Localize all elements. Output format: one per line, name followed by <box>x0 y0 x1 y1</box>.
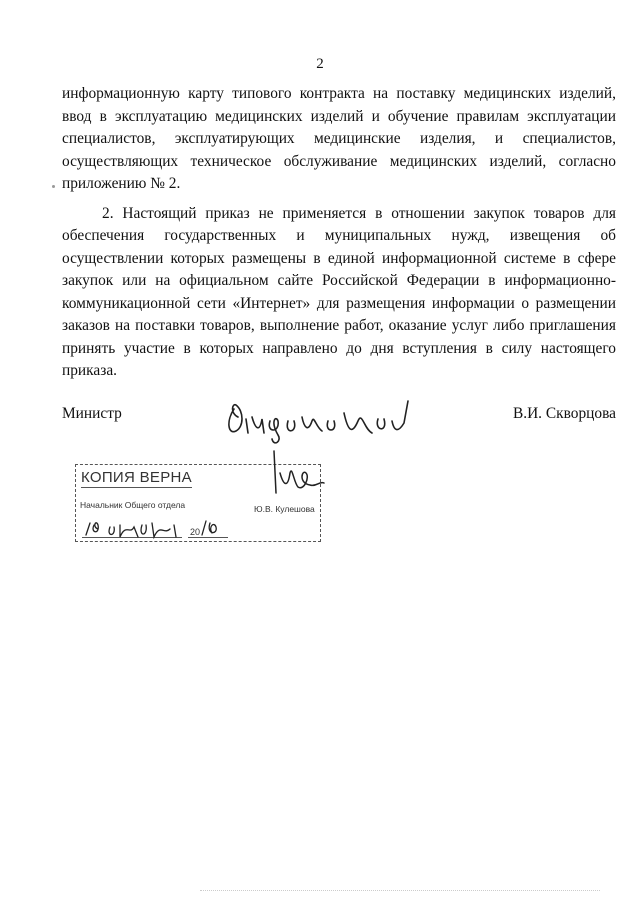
page-number: 2 <box>316 56 324 72</box>
stamp-title: КОПИЯ ВЕРНА <box>81 469 192 486</box>
certified-copy-stamp <box>75 464 321 542</box>
body-text <box>62 83 616 383</box>
stamp-initials: Ю.В. Кулешова <box>254 504 315 514</box>
stamp-year-printed: 20 <box>190 527 201 537</box>
signature-block <box>62 405 616 445</box>
signatory-title: Министр <box>62 405 122 422</box>
handwritten-signature <box>222 391 422 451</box>
stamp-handwritten-date <box>76 505 320 541</box>
stamp-position: Начальник Общего отдела <box>80 500 186 510</box>
paragraph-1: информационную карту типового контракта на поставку медицинских изделий, ввод в эксплуатацию медицинских изделий и обучение правилам эксплуатации специалистов, эксплуатирующих медицинские изделия, и специалистов, осуществляющих техническое обслуживание медицинских изделий, согласно приложению № 2. <box>62 85 616 192</box>
signatory-name: В.И. Скворцова <box>512 405 616 422</box>
paragraph-2: 2. Настоящий приказ не применяется в отношении закупок товаров для обеспечения государственных и муниципальных нужд, извещения об осуществлении которых размещены в единой информационной системе в сфере закупок или на официальном сайте Российской Федерации в информационно-коммуникационной сети «Интернет» для размещения информации о размещении заказов на поставки товаров, выполнение работ, оказание услуг либо приглашения принять участие в которых направлено до дня вступления в силу настоящего приказа. <box>62 204 616 379</box>
margin-mark <box>52 185 55 188</box>
scan-artifact <box>200 888 600 891</box>
stamp-signature <box>266 443 326 501</box>
